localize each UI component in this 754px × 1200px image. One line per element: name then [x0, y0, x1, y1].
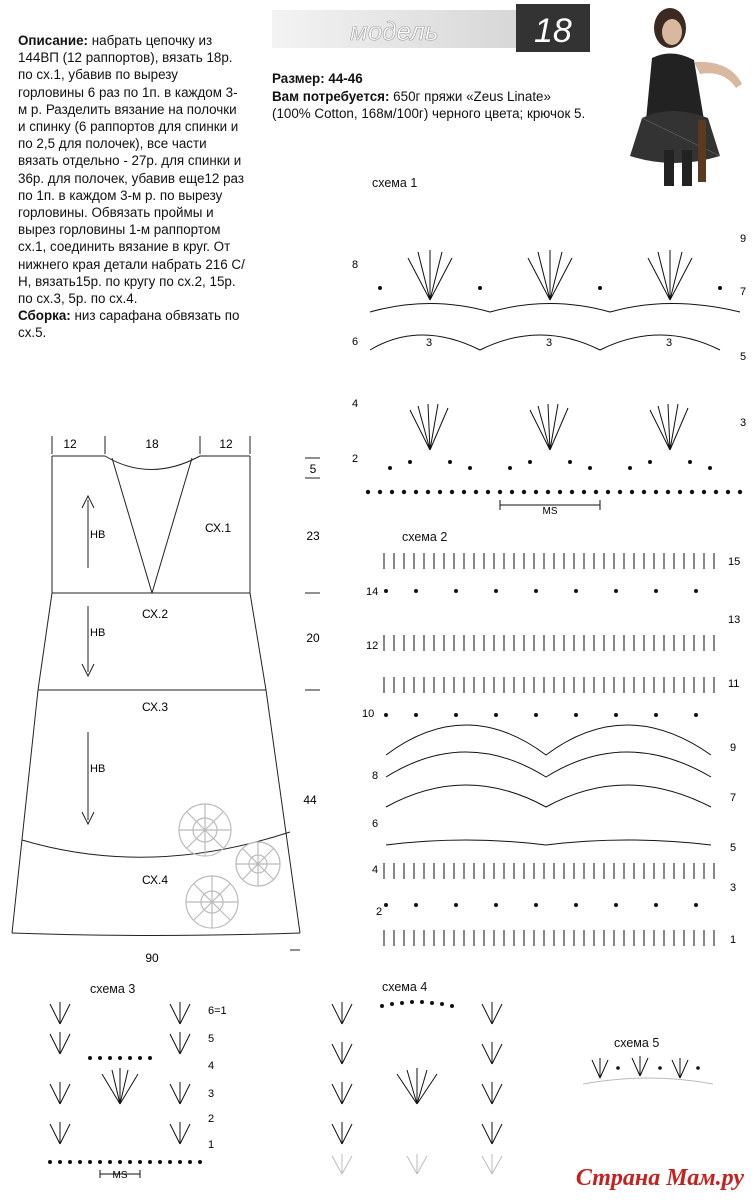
schema5-title: схема 5	[614, 1036, 660, 1050]
schema1-row-4: 4	[352, 398, 359, 410]
dim-top-center: 18	[145, 437, 159, 451]
section-sx1: СХ.1	[204, 521, 232, 535]
schema1-row-5: 5	[740, 351, 747, 363]
schema1-title: схема 1	[372, 176, 418, 190]
schema1-row-7: 7	[740, 286, 747, 298]
schema1-fan-lower	[410, 404, 688, 450]
schema1-repeat-label-1: 3	[426, 337, 433, 349]
garment-pattern	[0, 428, 340, 968]
direction-label-1: НВ	[90, 529, 106, 541]
need-label: Вам потребуется:	[272, 88, 390, 104]
section-sx2: СХ.2	[141, 607, 169, 621]
opisanie-label: Описание:	[18, 33, 89, 48]
section-sx4: СХ.4	[141, 873, 169, 887]
schema2-row-15: 15	[728, 556, 741, 568]
schema2-row-2: 2	[376, 906, 383, 918]
schema5-diagram	[578, 1050, 718, 1090]
schema2-diagram	[356, 545, 754, 955]
dim-bottom: 90	[145, 951, 159, 965]
schema3-ms-label: MS	[112, 1170, 128, 1180]
direction-label-2: НВ	[90, 627, 106, 639]
need-text: 650г пряжи «Zeus Linate» (100% Cotton, 168м/100г) черного цвета; крючок 5.	[272, 88, 586, 121]
schema2-title: схема 2	[402, 530, 448, 544]
schema1-base-chain	[366, 490, 742, 494]
schema2-row-12: 12	[366, 640, 379, 652]
sborka-text: низ сарафана обвязать по сх.5.	[18, 308, 240, 341]
dim-right-3: 20	[306, 631, 320, 645]
schema3-row-2: 2	[208, 1113, 215, 1125]
schema2-row-4: 4	[372, 864, 379, 876]
dim-top-right: 12	[219, 437, 233, 451]
schema3-row-6-1: 6=1	[208, 1005, 227, 1017]
schema2-row-11: 11	[728, 678, 740, 690]
model-photo	[612, 0, 754, 190]
model-word: модель	[350, 16, 439, 46]
size-label: Размер: 44-46	[272, 71, 363, 86]
schema3-diagram	[40, 994, 270, 1180]
schema3-row-5: 5	[208, 1033, 215, 1045]
schema2-row-10: 10	[362, 708, 375, 720]
schema4-diagram	[322, 994, 522, 1180]
opisanie-text: набрать цепочку из 144ВП (12 раппортов), вязать 18р. по сх.1, убавив по вырезу горловины 6 раз по 1п. в каждом 3-м р. Разделить вязание на полочки и спинку (6 раппортов для спинки и по 2,5 для полочек), все части вязать отдельно - 27р. для спинки и 36р. для полочек, убавив еще12 раз по 1п. в каждом 3-м р. по вырезу горловины. Обвязать проймы и вырез горловины 1-м раппортом сх.1, соединить вязание в круг. От нижнего края детали набрать 216 С/Н, вязать15р. по кругу по сх.2, 15р. по сх.3, 5р. по сх.4.	[18, 33, 245, 307]
dim-top-left: 12	[63, 437, 77, 451]
schema1-diagram	[350, 200, 754, 520]
schema2-row-1: 1	[730, 934, 737, 946]
schema1-row-8: 8	[352, 259, 359, 271]
schema2-row-5: 5	[730, 842, 737, 854]
requirements-block	[272, 70, 592, 123]
schema1-row-6: 6	[352, 336, 359, 348]
schema2-row-3: 3	[730, 882, 737, 894]
schema2-row-14: 14	[366, 586, 379, 598]
schema1-row-3: 3	[740, 417, 747, 429]
schema2-row-9: 9	[730, 742, 737, 754]
schema3-title: схема 3	[90, 982, 136, 996]
dim-right-1: 5	[309, 462, 317, 476]
schema2-row-13: 13	[728, 614, 741, 626]
schema3-row-4: 4	[208, 1060, 215, 1072]
sborka-label: Сборка:	[18, 308, 71, 324]
schema3-row-3: 3	[208, 1088, 215, 1100]
schema3-row-1: 1	[208, 1139, 215, 1151]
schema1-repeat-label-3: 3	[666, 337, 673, 349]
site-watermark: Страна Мам.ру	[575, 1165, 744, 1191]
dim-right-2: 23	[306, 529, 320, 543]
dim-right-4: 44	[303, 793, 317, 807]
schema2-row-7: 7	[730, 792, 737, 804]
schema1-row-9: 9	[740, 233, 747, 245]
schema1-row-2: 2	[352, 453, 359, 465]
schema1-ms-label: MS	[542, 506, 558, 517]
schema4-title: схема 4	[382, 980, 428, 994]
schema1-fan-upper	[408, 250, 692, 300]
snowflake-motif	[179, 804, 280, 928]
description-block	[18, 32, 246, 342]
schema1-repeat-label-2: 3	[546, 337, 553, 349]
direction-label-3: НВ	[90, 763, 106, 775]
model-banner	[272, 4, 590, 52]
section-sx3: СХ.3	[141, 700, 169, 714]
schema2-row-6: 6	[372, 818, 379, 830]
model-number: 18	[534, 12, 572, 50]
schema2-row-8: 8	[372, 770, 379, 782]
